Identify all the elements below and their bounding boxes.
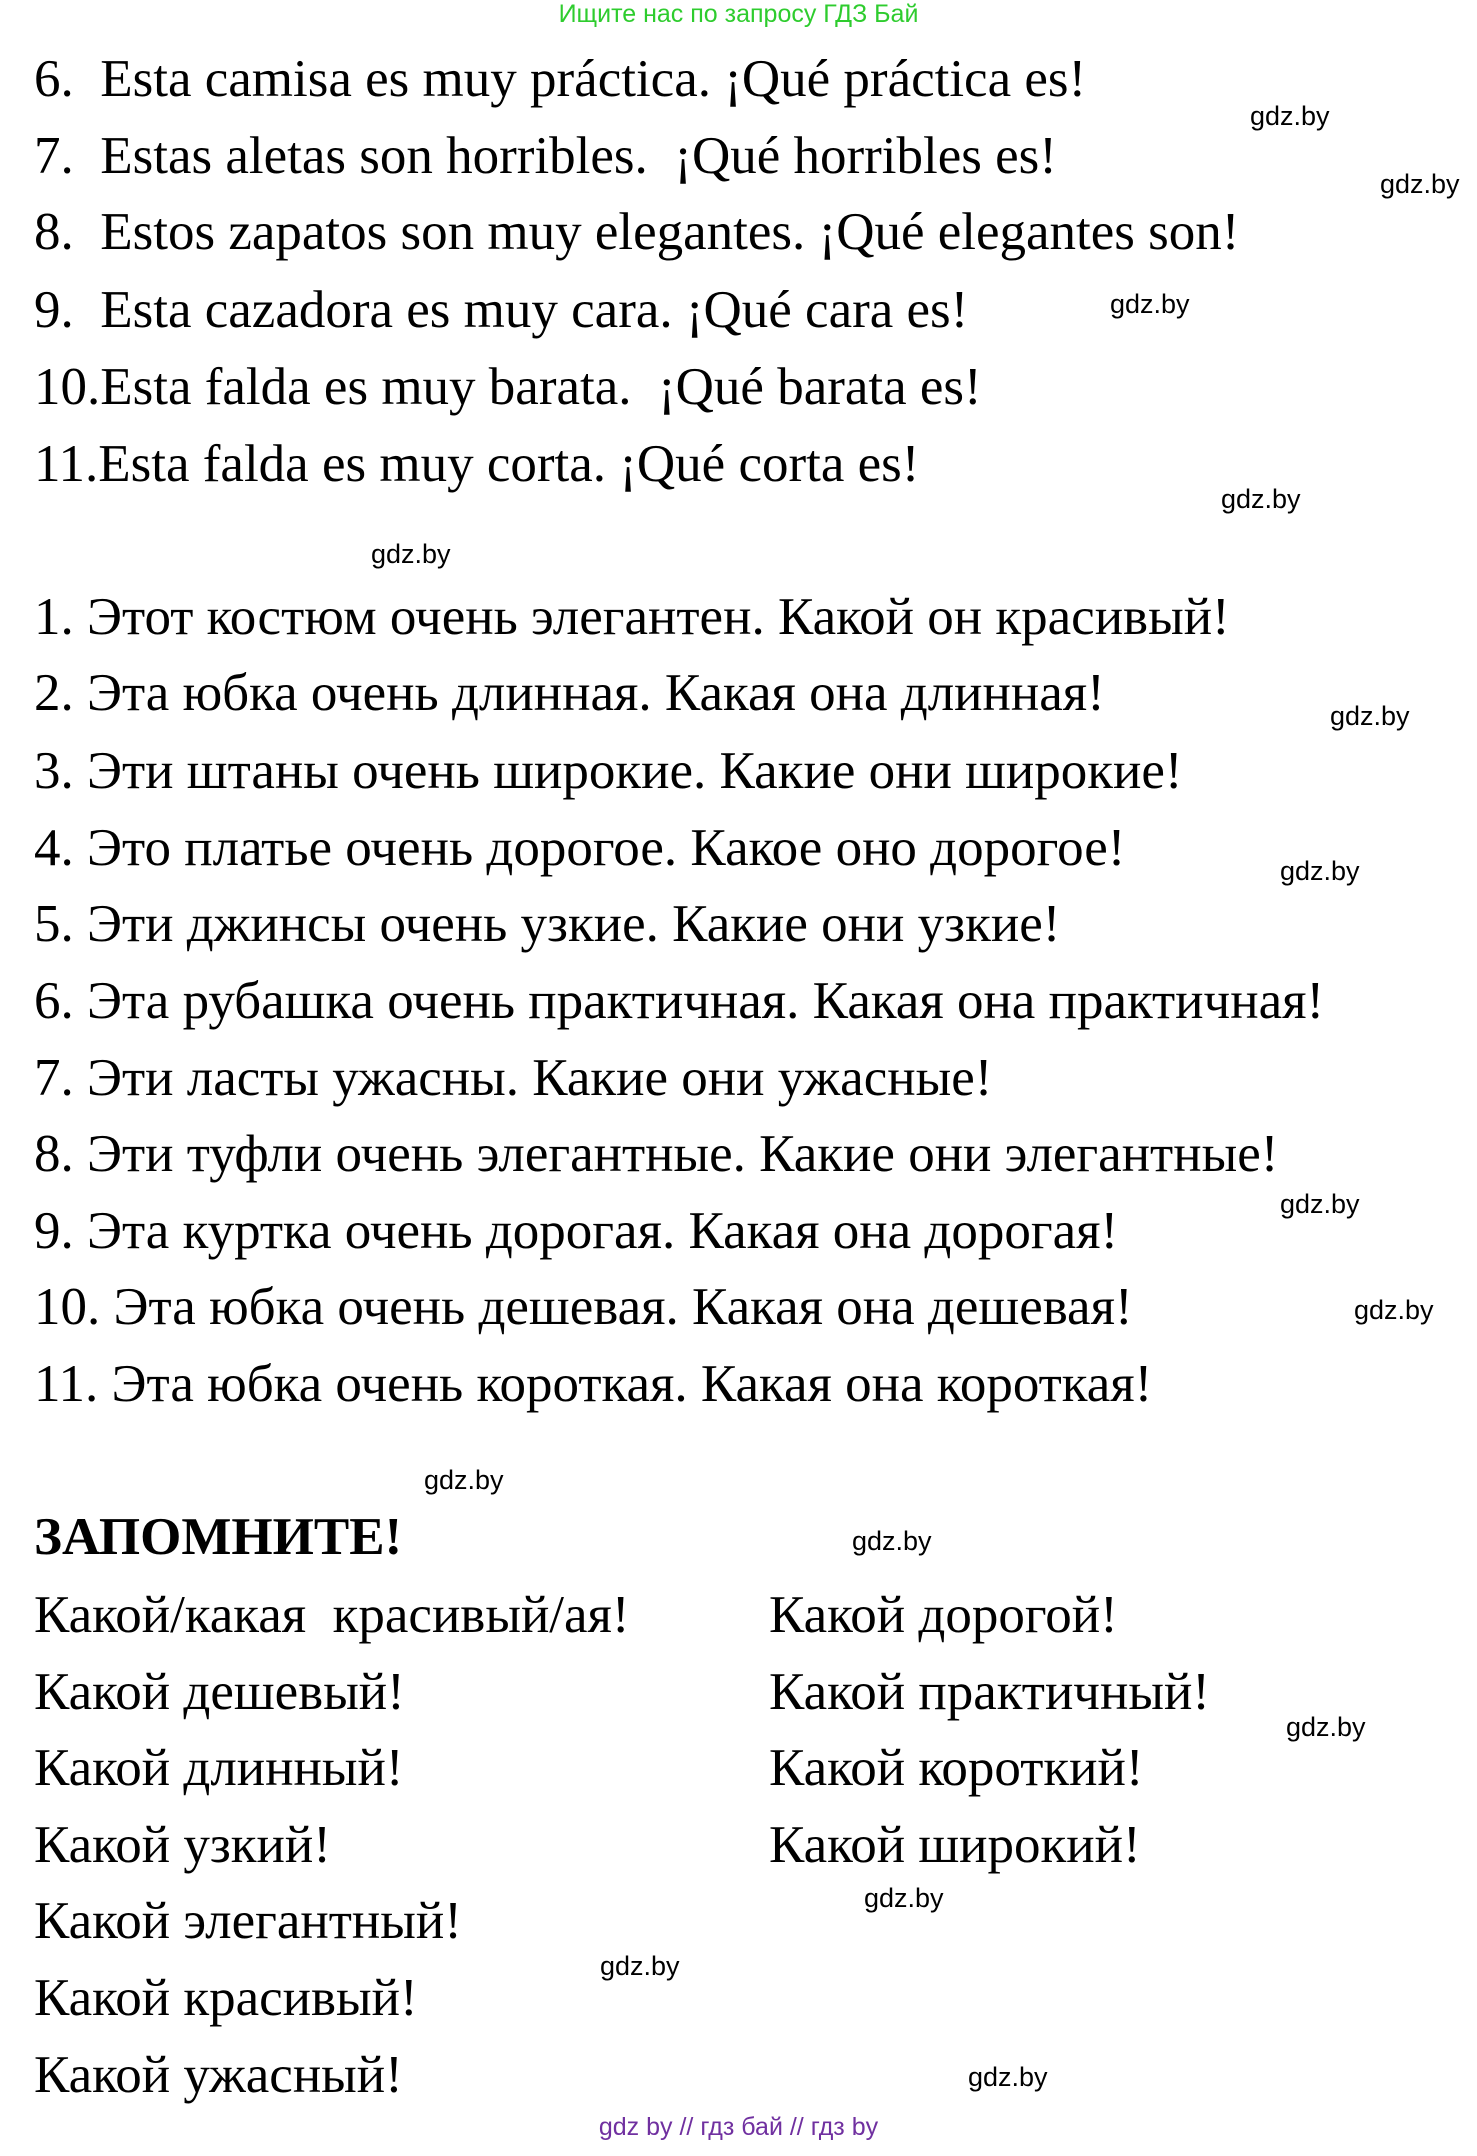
watermark: gdz.by <box>852 1526 932 1556</box>
phrase-left: Какой элегантный! <box>34 1892 462 1950</box>
russian-sentence: 9. Эта куртка очень дорогая. Какая она дорогая! <box>34 1202 1119 1260</box>
phrase-right: Какой короткий! <box>769 1739 1144 1797</box>
russian-sentence: 8. Эти туфли очень элегантные. Какие они элегантные! <box>34 1125 1279 1183</box>
spanish-sentence: 8. Estos zapatos son muy elegantes. ¡Qué elegantes son! <box>34 203 1240 261</box>
spanish-sentence: 6. Esta camisa es muy práctica. ¡Qué práctica es! <box>34 50 1087 108</box>
watermark: gdz.by <box>600 1951 680 1981</box>
phrase-right: Какой широкий! <box>769 1816 1141 1874</box>
russian-sentence: 4. Это платье очень дорогое. Какое оно дорогое! <box>34 819 1126 877</box>
watermark: gdz.by <box>1221 484 1301 514</box>
phrase-right: Какой практичный! <box>769 1663 1210 1721</box>
russian-sentence: 1. Этот костюм очень элегантен. Какой он красивый! <box>34 588 1230 646</box>
phrase-right: Какой дорогой! <box>769 1586 1118 1644</box>
watermark: gdz.by <box>1354 1295 1434 1325</box>
phrase-left: Какой ужасный! <box>34 2046 403 2104</box>
russian-sentence: 2. Эта юбка очень длинная. Какая она длинная! <box>34 664 1105 722</box>
watermark: gdz.by <box>1280 1189 1360 1219</box>
phrase-left: Какой красивый! <box>34 1969 418 2027</box>
spanish-sentence: 10.Esta falda es muy barata. ¡Qué barata es! <box>34 358 982 416</box>
russian-sentence: 6. Эта рубашка очень практичная. Какая она практичная! <box>34 972 1325 1030</box>
phrase-left: Какой дешевый! <box>34 1663 405 1721</box>
watermark: gdz.by <box>424 1465 504 1495</box>
site-banner: Ищите нас по запросу ГДЗ Бай <box>558 0 919 28</box>
watermark: gdz.by <box>1286 1712 1366 1742</box>
watermark: gdz.by <box>864 1883 944 1913</box>
russian-sentence: 3. Эти штаны очень широкие. Какие они широкие! <box>34 742 1183 800</box>
watermark: gdz.by <box>1250 101 1330 131</box>
watermark: gdz.by <box>968 2062 1048 2092</box>
russian-sentence: 10. Эта юбка очень дешевая. Какая она дешевая! <box>34 1278 1133 1336</box>
russian-sentence: 7. Эти ласты ужасны. Какие они ужасные! <box>34 1049 993 1107</box>
russian-sentence: 5. Эти джинсы очень узкие. Какие они узкие! <box>34 895 1061 953</box>
spanish-sentence: 11.Esta falda es muy corta. ¡Qué corta es! <box>34 435 920 493</box>
spanish-sentence: 9. Esta cazadora es muy cara. ¡Qué cara es! <box>34 281 969 339</box>
russian-sentence: 11. Эта юбка очень короткая. Какая она короткая! <box>34 1355 1153 1413</box>
site-footer: gdz by // гдз бай // гдз by <box>598 2113 879 2141</box>
watermark: gdz.by <box>371 539 451 569</box>
remember-heading: ЗАПОМНИТЕ! <box>34 1508 403 1566</box>
watermark: gdz.by <box>1110 289 1190 319</box>
phrase-left: Какой/какая красивый/ая! <box>34 1586 630 1644</box>
watermark: gdz.by <box>1330 701 1410 731</box>
spanish-sentence: 7. Estas aletas son horribles. ¡Qué horribles es! <box>34 127 1057 185</box>
watermark: gdz.by <box>1380 169 1460 199</box>
phrase-left: Какой длинный! <box>34 1739 404 1797</box>
phrase-left: Какой узкий! <box>34 1816 331 1874</box>
watermark: gdz.by <box>1280 856 1360 886</box>
